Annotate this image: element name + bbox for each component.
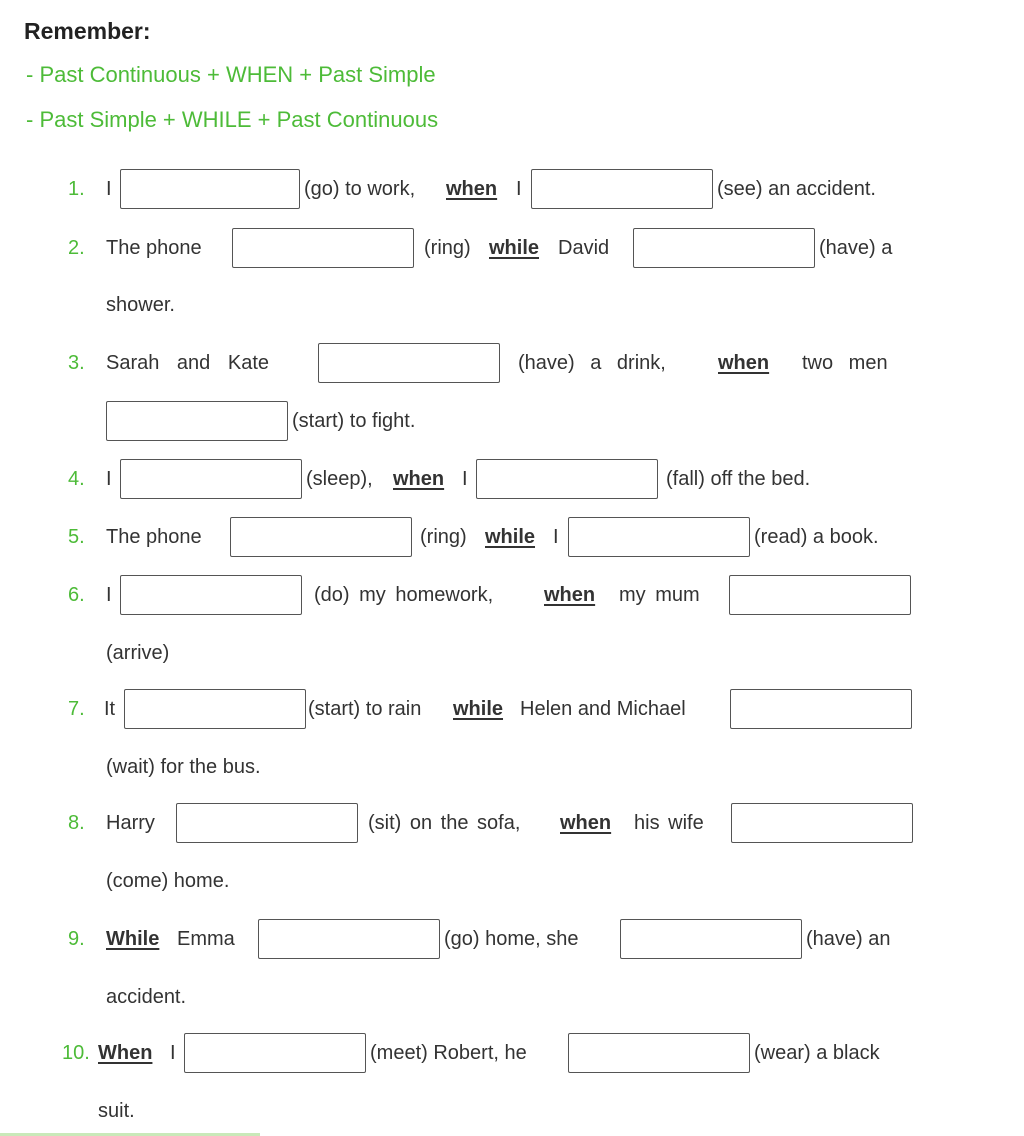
text: I [462,468,468,490]
text: (have) an [806,928,891,950]
answer-box-1a[interactable] [120,169,300,209]
text: I [516,178,522,200]
keyword-while: while [489,237,540,259]
exercise-7-cont [0,750,1024,784]
exercise-6 [0,578,1024,612]
text: (go) to work, [304,178,416,200]
answer-box-4b[interactable] [476,459,658,499]
text: (have) a [819,237,893,259]
text: (fall) off the bed. [666,468,811,490]
answer-box-9a[interactable] [258,919,440,959]
exercise-9-cont [0,980,1024,1014]
text: I [170,1042,176,1064]
text: (wear) a black [754,1042,880,1064]
exercise-10-cont [0,1094,1024,1128]
answer-box-8a[interactable] [176,803,358,843]
keyword-while: While [106,928,160,950]
exercise-5 [0,520,1024,554]
answer-box-8b[interactable] [731,803,913,843]
exercise-number: 10. [62,1042,90,1064]
answer-box-1b[interactable] [531,169,713,209]
text: (start) to rain [308,698,422,720]
exercise-number: 9. [68,928,85,950]
text: I [106,468,112,490]
exercise-number: 1. [68,178,85,200]
text: David [558,237,610,259]
answer-box-2a[interactable] [232,228,414,268]
exercise-6-cont [0,636,1024,670]
page-title: Remember: [24,18,151,44]
answer-box-2b[interactable] [633,228,815,268]
text: suit. [98,1100,135,1122]
text: shower. [106,294,175,316]
exercise-3-cont [0,404,1024,438]
keyword-when: When [98,1042,153,1064]
text: (sit) on the sofa, [368,812,521,834]
answer-box-10b[interactable] [568,1033,750,1073]
text: (sleep), [306,468,373,490]
answer-box-6a[interactable] [120,575,302,615]
keyword-when: when [718,352,770,374]
exercise-number: 2. [68,237,85,259]
text: (do) my homework, [314,584,494,606]
exercise-3 [0,346,1024,380]
text: (ring) [424,237,471,259]
keyword-while: while [485,526,536,548]
exercise-9 [0,922,1024,956]
text: Emma [177,928,235,950]
exercise-2 [0,231,1024,265]
exercise-10 [0,1036,1024,1070]
keyword-when: when [544,584,596,606]
exercise-number: 3. [68,352,85,374]
exercise-number: 4. [68,468,85,490]
answer-box-5b[interactable] [568,517,750,557]
answer-box-10a[interactable] [184,1033,366,1073]
answer-box-7a[interactable] [124,689,306,729]
text: my mum [619,584,700,606]
text: I [106,584,112,606]
text: Helen and Michael [520,698,686,720]
answer-box-4a[interactable] [120,459,302,499]
exercise-7 [0,692,1024,726]
text: his wife [634,812,704,834]
keyword-when: when [560,812,612,834]
text: The phone [106,526,202,548]
keyword-when: when [393,468,445,490]
text: accident. [106,986,187,1008]
exercise-1 [0,172,1024,206]
answer-box-3b[interactable] [106,401,288,441]
answer-box-7b[interactable] [730,689,912,729]
text: (meet) Robert, he [370,1042,527,1064]
exercise-2-cont [0,288,1024,322]
text: two men [802,352,888,374]
text: (have) a drink, [518,352,666,374]
text: Harry [106,812,155,834]
rule-when: - Past Continuous + WHEN + Past Simple [26,62,436,87]
exercise-number: 8. [68,812,85,834]
text: (come) home. [106,870,230,892]
keyword-when: when [446,178,498,200]
text: (read) a book. [754,526,879,548]
exercise-number: 6. [68,584,85,606]
text: (see) an accident. [717,178,876,200]
text: (ring) [420,526,467,548]
text: (wait) for the bus. [106,756,261,778]
exercise-number: 5. [68,526,85,548]
rule-while: - Past Simple + WHILE + Past Continuous [26,107,439,132]
keyword-while: while [453,698,504,720]
text: I [106,178,112,200]
exercise-8 [0,806,1024,840]
text: The phone [106,237,202,259]
exercise-number: 7. [68,698,85,720]
text: Sarah and Kate [106,352,269,374]
answer-box-6b[interactable] [729,575,911,615]
text: (start) to fight. [292,410,416,432]
text: It [104,698,116,720]
exercise-4 [0,462,1024,496]
text: (go) home, she [444,928,579,950]
text: (arrive) [106,642,170,664]
exercise-8-cont [0,864,1024,898]
answer-box-3a[interactable] [318,343,500,383]
text: I [553,526,559,548]
answer-box-5a[interactable] [230,517,412,557]
answer-box-9b[interactable] [620,919,802,959]
